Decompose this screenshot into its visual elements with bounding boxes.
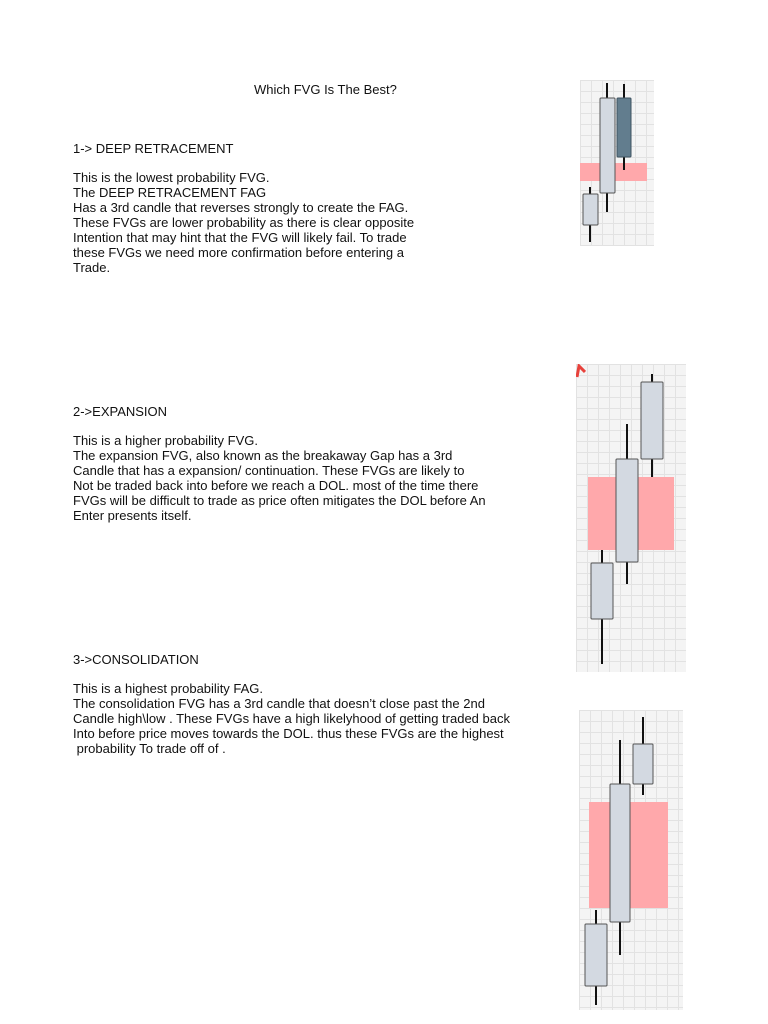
chart-canvas [576,364,686,672]
candle-body [600,98,615,193]
candle-body [633,744,653,784]
section-line: Has a 3rd candle that reverses strongly to create the FAG. [73,200,409,215]
section-line: The consolidation FVG has a 3rd candle that doesn’t close past the 2nd [73,696,485,711]
section-line: This is a highest probability FAG. [73,681,264,696]
candle-body [616,459,638,562]
chart-canvas [580,80,654,246]
section-line: Candle that has a expansion/ continuation. These FVGs are likely to [73,463,465,478]
candle-body [617,98,631,157]
section-consolidation [73,652,573,756]
section-line: probability To trade off of . [73,741,226,756]
section-expansion [73,404,573,523]
section-line: these FVGs we need more confirmation before entering a [73,245,404,260]
section-line: FVGs will be difficult to trade as price often mitigates the DOL before An [73,493,486,508]
section-line: Not be traded back into before we reach a DOL. most of the time there [73,478,479,493]
section-heading: 2->EXPANSION [73,404,168,419]
page-title: Which FVG Is The Best? [254,82,397,97]
section-heading: 3->CONSOLIDATION [73,652,199,667]
candlestick-chart-deep-retracement [580,80,654,246]
section-line: The DEEP RETRACEMENT FAG [73,185,267,200]
candlestick-chart-consolidation [579,710,683,1010]
arrow-marker-icon [576,364,586,378]
candlestick-chart-expansion [576,364,686,672]
section-line: Into before price moves towards the DOL. thus these FVGs are the highest [73,726,504,741]
candle-body [585,924,607,986]
candle-body [641,382,663,459]
section-line: This is a higher probability FVG. [73,433,258,448]
section-line: Candle high\low . These FVGs have a high likelyhood of getting traded back [73,711,510,726]
section-line: These FVGs are lower probability as there is clear opposite [73,215,415,230]
section-line: This is the lowest probability FVG. [73,170,270,185]
section-deep-retracement [73,141,573,275]
section-line: The expansion FVG, also known as the breakaway Gap has a 3rd [73,448,453,463]
candle-body [610,784,630,922]
chart-canvas [579,710,683,1010]
section-line: Intention that may hint that the FVG will likely fail. To trade [73,230,407,245]
section-line: Trade. [73,260,111,275]
candle-body [583,194,598,225]
section-line: Enter presents itself. [73,508,192,523]
candle-body [591,563,613,619]
section-heading: 1-> DEEP RETRACEMENT [73,141,234,156]
